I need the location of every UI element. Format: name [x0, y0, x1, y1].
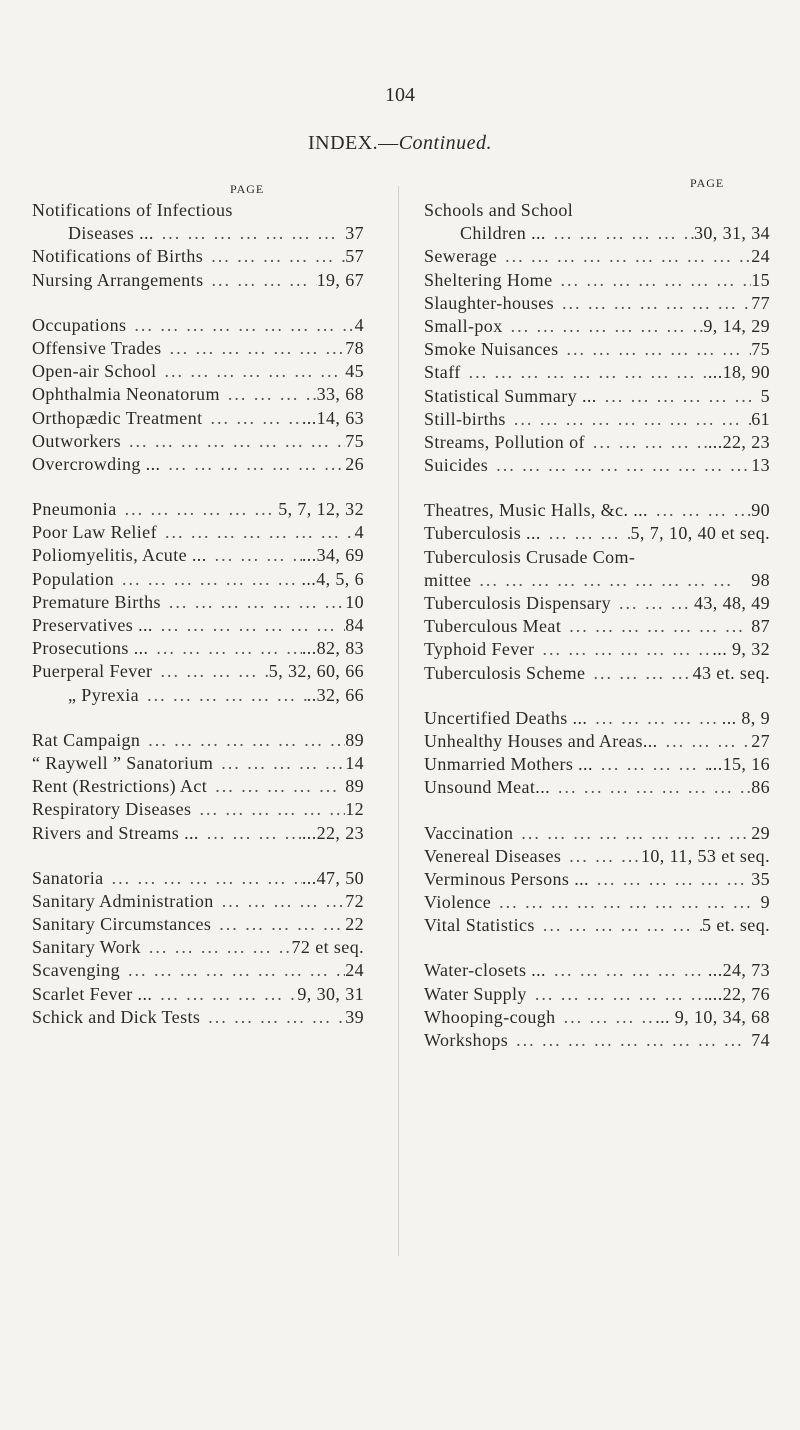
- index-entry: [424, 409, 770, 432]
- entry-label: Unsound Meat...: [424, 777, 550, 798]
- dot-leader: [648, 500, 751, 521]
- index-entry: [424, 708, 770, 731]
- entry-pages: ...4, 5, 6: [301, 568, 364, 589]
- entry-pages: 43 et. seq.: [692, 662, 770, 683]
- entry-pages: ...47, 50: [301, 867, 364, 888]
- index-entry: [424, 339, 770, 362]
- entry-pages: ...14, 63: [301, 407, 364, 428]
- dot-leader: [211, 914, 345, 935]
- entry-pages: 89: [345, 729, 364, 750]
- dot-leader: [506, 409, 751, 430]
- entry-pages: 5 et. seq.: [702, 915, 770, 936]
- dot-leader: [589, 869, 751, 890]
- entry-pages: 24: [751, 246, 770, 267]
- entry-pages: 27: [751, 730, 770, 751]
- index-entry: [32, 685, 364, 708]
- index-entry: [32, 384, 364, 407]
- entry-pages: ... 8, 9: [721, 707, 770, 728]
- dot-leader: [561, 846, 641, 867]
- index-entry: [424, 846, 770, 869]
- entry-label: Puerperal Fever: [32, 661, 153, 682]
- entry-pages: 84: [345, 615, 364, 635]
- entry-pages: 43, 48, 49: [694, 593, 770, 613]
- dot-leader: [556, 1007, 656, 1028]
- entry-pages: ...15, 16: [707, 754, 770, 775]
- entry-label: Workshops: [424, 1030, 509, 1050]
- entry-label: Schick and Dick Tests: [32, 1006, 201, 1027]
- dot-leader: [658, 731, 752, 752]
- dot-leader: [541, 523, 631, 544]
- entry-pages: 19, 67: [316, 269, 364, 290]
- dot-leader: [140, 730, 345, 751]
- group-spacer: [32, 846, 364, 868]
- dot-leader: [550, 777, 751, 798]
- right-page-heading: PAGE: [690, 176, 725, 190]
- right-index-column: [424, 200, 770, 1053]
- entry-label: Ophthalmia Neonatorum: [32, 384, 220, 405]
- index-entry: [424, 362, 770, 385]
- index-entry: [424, 200, 770, 223]
- entry-pages: 15: [751, 269, 770, 290]
- entry-label: Premature Births: [32, 591, 161, 612]
- dot-leader: [162, 338, 346, 359]
- entry-label: Sanitary Administration: [32, 890, 214, 911]
- entry-pages: 30, 31, 34: [694, 223, 770, 244]
- index-entry: [32, 569, 364, 592]
- group-spacer: [424, 686, 770, 708]
- entry-label: Vital Statistics: [424, 915, 535, 936]
- dot-leader: [199, 823, 302, 844]
- index-entry: [32, 246, 364, 269]
- index-entry: [32, 638, 364, 661]
- entry-pages: ...22, 76: [707, 983, 770, 1004]
- group-spacer: [32, 293, 364, 315]
- entry-label: Tuberculosis ...: [424, 523, 541, 544]
- entry-pages: 10, 11, 53 et seq.: [640, 845, 770, 866]
- index-entry: [424, 293, 770, 316]
- index-entry: [32, 522, 364, 545]
- entry-pages: ..32, 66: [306, 684, 364, 705]
- entry-label: Uncertified Deaths ...: [424, 707, 588, 728]
- entry-label: Smoke Nuisances: [424, 339, 559, 360]
- index-entry: [424, 223, 770, 246]
- entry-label: Statistical Summary ...: [424, 385, 597, 406]
- dot-leader: [546, 960, 708, 981]
- entry-pages: 90: [751, 500, 770, 521]
- index-entry: [32, 361, 364, 384]
- dot-leader: [503, 316, 704, 337]
- index-entry: [424, 984, 770, 1007]
- dot-leader: [154, 223, 345, 244]
- entry-pages: 9, 30, 31: [297, 983, 364, 1004]
- group-spacer: [32, 477, 364, 499]
- dot-leader: [139, 685, 307, 706]
- dot-leader: [552, 270, 751, 291]
- entry-pages: 24: [345, 960, 364, 981]
- dot-leader: [120, 960, 345, 981]
- entry-label: Streams, Pollution of: [424, 431, 585, 452]
- dot-leader: [152, 661, 268, 682]
- index-title: [0, 132, 800, 155]
- dot-leader: [554, 293, 751, 314]
- dot-leader: [213, 753, 345, 774]
- entry-label: Scavenging: [32, 960, 120, 981]
- entry-pages: 22: [345, 914, 364, 935]
- dot-leader: [597, 386, 761, 407]
- entry-label: Sanatoria: [32, 867, 104, 888]
- group-spacer: [424, 938, 770, 960]
- dot-leader: [593, 754, 708, 775]
- dot-leader: [157, 522, 355, 543]
- dot-leader: [141, 937, 292, 958]
- index-entry: [32, 914, 364, 937]
- index-entry: [424, 823, 770, 846]
- index-entry: [32, 753, 364, 776]
- dot-leader: [156, 361, 345, 382]
- entry-pages: 75: [345, 430, 364, 451]
- entry-pages: 87: [751, 616, 770, 637]
- entry-label: Notifications of Infectious: [32, 200, 233, 220]
- index-title-continued: Continued.: [398, 132, 493, 154]
- dot-leader: [497, 246, 751, 267]
- entry-label: Verminous Persons ...: [424, 868, 589, 889]
- dot-leader: [207, 545, 302, 566]
- entry-pages: 13: [751, 455, 770, 476]
- entry-label: Still-births: [424, 408, 506, 429]
- dot-leader: [161, 592, 345, 613]
- entry-pages: ...18, 90: [707, 362, 770, 383]
- index-entry: [424, 731, 770, 754]
- entry-label: Poliomyelitis, Acute ...: [32, 545, 207, 566]
- entry-label: Rent (Restrictions) Act: [32, 776, 208, 797]
- entry-label: Sanitary Work: [32, 937, 141, 958]
- dot-leader: [461, 362, 708, 383]
- entry-label: Open-air School: [32, 361, 157, 382]
- entry-pages: 86: [751, 777, 770, 798]
- entry-label: Venereal Diseases: [424, 845, 562, 866]
- index-entry: [32, 615, 364, 638]
- entry-pages: 74: [751, 1030, 770, 1050]
- entry-pages: 26: [345, 453, 364, 474]
- entry-pages: 4: [354, 522, 364, 543]
- dot-leader: [611, 593, 694, 614]
- left-page-heading: PAGE: [230, 182, 265, 196]
- entry-pages: 75: [751, 339, 770, 360]
- entry-label: Slaughter-houses: [424, 292, 555, 313]
- entry-label: Poor Law Relief: [32, 522, 157, 543]
- index-entry: [424, 869, 770, 892]
- entry-pages: 57: [345, 246, 364, 267]
- index-entry: [32, 799, 364, 822]
- entry-label: Offensive Trades: [32, 337, 162, 358]
- entry-label: “ Raywell ” Sanatorium: [32, 752, 214, 773]
- entry-label: Sewerage: [424, 246, 498, 267]
- entry-label: Suicides: [424, 455, 489, 476]
- entry-pages: ... 9, 10, 34, 68: [655, 1006, 770, 1027]
- dot-leader: [114, 569, 301, 590]
- entry-pages: 61: [751, 408, 770, 429]
- entry-label: Sheltering Home: [424, 269, 553, 290]
- entry-label: Scarlet Fever ...: [32, 983, 153, 1004]
- index-entry: [32, 984, 364, 1007]
- dot-leader: [153, 615, 345, 636]
- dot-leader: [535, 915, 702, 936]
- entry-pages: 9, 14, 29: [703, 315, 770, 336]
- entry-pages: ... 9, 32: [712, 639, 770, 660]
- index-entry: [424, 593, 770, 616]
- index-entry: [32, 454, 364, 477]
- entry-pages: 12: [345, 799, 364, 820]
- dot-leader: [160, 454, 345, 475]
- index-entry: [424, 246, 770, 269]
- entry-label: Diseases ...: [68, 223, 154, 244]
- entry-pages: 45: [345, 361, 364, 382]
- entry-pages: ...22, 23: [707, 431, 770, 452]
- entry-label: Unhealthy Houses and Areas...: [424, 730, 658, 751]
- index-entry: [424, 270, 770, 293]
- index-entry: [32, 408, 364, 431]
- index-entry: [424, 432, 770, 455]
- entry-label: Overcrowding ...: [32, 453, 161, 474]
- column-divider: [398, 186, 399, 1256]
- index-entry: [424, 960, 770, 983]
- index-entry: [32, 270, 364, 293]
- dot-leader: [126, 315, 354, 336]
- entry-pages: ...82, 83: [301, 638, 364, 659]
- dot-leader: [121, 431, 345, 452]
- dot-leader: [214, 891, 346, 912]
- dot-leader: [587, 708, 722, 729]
- entry-pages: 77: [751, 292, 770, 313]
- entry-label: Preservatives ...: [32, 615, 153, 635]
- dot-leader: [534, 639, 712, 660]
- entry-pages: 5, 7, 10, 40 et seq.: [630, 523, 770, 544]
- entry-label: „ Pyrexia: [68, 684, 140, 705]
- index-entry: [32, 431, 364, 454]
- entry-pages: 9: [760, 892, 770, 913]
- entry-label: Rivers and Streams ...: [32, 822, 199, 843]
- dot-leader: [220, 384, 317, 405]
- dot-leader: [191, 799, 345, 820]
- dot-leader: [527, 984, 708, 1005]
- entry-pages: 10: [345, 591, 364, 612]
- index-entry: [424, 915, 770, 938]
- index-entry: [424, 316, 770, 339]
- entry-label: Vaccination: [424, 822, 514, 843]
- index-entry: [32, 592, 364, 615]
- dot-leader: [488, 455, 751, 476]
- entry-label: Water Supply: [424, 983, 527, 1004]
- index-entry: [32, 1007, 364, 1030]
- index-entry: [424, 1030, 770, 1053]
- entry-pages: 39: [345, 1006, 364, 1027]
- entry-pages: 37: [345, 223, 364, 244]
- left-index-column: [32, 200, 364, 1030]
- index-entry: [424, 754, 770, 777]
- index-entry: [32, 338, 364, 361]
- index-entry: [424, 663, 770, 686]
- index-entry: [32, 776, 364, 799]
- entry-pages: 78: [345, 337, 364, 358]
- entry-label: Tuberculosis Crusade Com-: [424, 546, 636, 567]
- entry-label: Tuberculosis Scheme: [424, 662, 586, 683]
- entry-pages: 29: [751, 822, 770, 843]
- entry-label: Tuberculosis Dispensary: [424, 593, 612, 613]
- entry-label: Tuberculous Meat: [424, 616, 562, 637]
- dot-leader: [203, 270, 316, 291]
- index-entry: [424, 616, 770, 639]
- entry-pages: 33, 68: [316, 384, 364, 405]
- index-entry: [424, 777, 770, 800]
- dot-leader: [207, 776, 345, 797]
- entry-pages: 98: [751, 569, 770, 590]
- entry-pages: 35: [751, 868, 770, 889]
- dot-leader: [585, 432, 708, 453]
- entry-label: Orthopædic Treatment: [32, 407, 203, 428]
- dot-leader: [558, 339, 751, 360]
- entry-label: Unmarried Mothers ...: [424, 754, 593, 775]
- page-number: 104: [385, 84, 415, 106]
- entry-label: Outworkers: [32, 430, 121, 451]
- index-entry: [32, 937, 364, 960]
- entry-pages: 4: [354, 314, 364, 335]
- entry-label: Violence: [424, 892, 492, 913]
- dot-leader: [104, 868, 302, 889]
- entry-label: Staff: [424, 362, 461, 383]
- index-entry: [424, 639, 770, 662]
- index-entry: [424, 500, 770, 523]
- entry-label: Rat Campaign: [32, 729, 141, 750]
- index-entry: [424, 892, 770, 915]
- entry-label: Occupations: [32, 314, 127, 335]
- index-entry: [32, 960, 364, 983]
- dot-leader: [546, 223, 694, 244]
- index-entry: [32, 545, 364, 568]
- index-entry: [424, 523, 770, 546]
- index-entry: [424, 570, 770, 593]
- group-spacer: [32, 708, 364, 730]
- index-entry: [32, 868, 364, 891]
- entry-label: Schools and School: [424, 200, 574, 220]
- dot-leader: [491, 892, 761, 913]
- index-entry: [32, 730, 364, 753]
- entry-pages: 89: [345, 776, 364, 797]
- entry-label: Children ...: [460, 223, 546, 244]
- entry-label: Population: [32, 568, 115, 589]
- entry-label: Prosecutions ...: [32, 638, 149, 659]
- index-entry: [424, 386, 770, 409]
- index-entry: [424, 547, 770, 570]
- dot-leader: [513, 823, 751, 844]
- entry-label: Nursing Arrangements: [32, 269, 204, 290]
- dot-leader: [152, 984, 297, 1005]
- dot-leader: [200, 1007, 345, 1028]
- entry-pages: 72: [345, 890, 364, 911]
- entry-pages: ...34, 69: [301, 545, 364, 566]
- index-entry: [32, 823, 364, 846]
- entry-pages: ...22, 23: [301, 822, 364, 843]
- dot-leader: [203, 408, 302, 429]
- entry-pages: 14: [345, 752, 364, 773]
- entry-label: Small-pox: [424, 315, 503, 336]
- dot-leader: [203, 246, 345, 267]
- entry-pages: 5, 7, 12, 32: [278, 499, 364, 520]
- index-entry: [32, 661, 364, 684]
- index-entry: [32, 315, 364, 338]
- index-entry: [32, 891, 364, 914]
- entry-label: Sanitary Circumstances: [32, 914, 212, 935]
- entry-pages: 5, 32, 60, 66: [268, 661, 364, 682]
- entry-label: Theatres, Music Halls, &c. ...: [424, 500, 648, 521]
- entry-label: Respiratory Diseases: [32, 799, 192, 820]
- group-spacer: [424, 478, 770, 500]
- entry-pages: ...24, 73: [707, 960, 770, 981]
- entry-label: Notifications of Births: [32, 246, 204, 267]
- dot-leader: [561, 616, 751, 637]
- entry-label: Pneumonia: [32, 499, 117, 520]
- dot-leader: [471, 570, 751, 591]
- index-entry: [424, 455, 770, 478]
- entry-label: mittee: [424, 569, 472, 590]
- dot-leader: [117, 499, 279, 520]
- group-spacer: [424, 801, 770, 823]
- entry-label: Water-closets ...: [424, 960, 546, 981]
- entry-pages: 72 et seq.: [291, 937, 364, 958]
- dot-leader: [585, 663, 692, 684]
- entry-pages: 5: [760, 385, 770, 406]
- dot-leader: [148, 638, 301, 659]
- dot-leader: [508, 1030, 751, 1051]
- index-entry: [424, 1007, 770, 1030]
- index-entry: [32, 223, 364, 246]
- index-entry: [32, 200, 364, 223]
- index-title-main: INDEX.—: [307, 132, 399, 154]
- entry-label: Whooping-cough: [424, 1006, 556, 1027]
- entry-label: Typhoid Fever: [424, 639, 535, 660]
- index-entry: [32, 499, 364, 522]
